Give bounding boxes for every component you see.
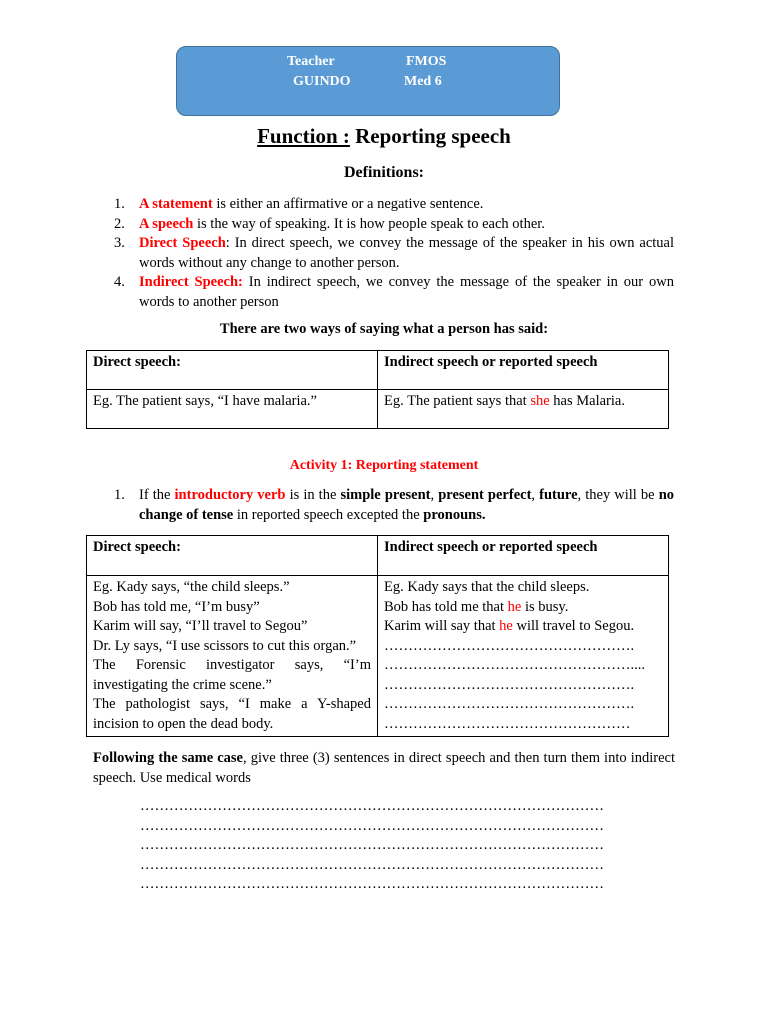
introductory-verb: introductory verb xyxy=(174,487,286,503)
blank-answer-line[interactable]: …………………………………………….... xyxy=(384,657,645,673)
definition-item: 2. A speech is the way of speaking. It is how people speak to each other. xyxy=(114,215,545,232)
direct-sentence: Bob has told me, “I’m busy” xyxy=(93,598,260,615)
answer-line[interactable]: …………………………………………………………………………………… xyxy=(140,798,604,814)
blank-answer-line[interactable]: …………………………………………… xyxy=(384,715,631,732)
task-bold: Following the same case xyxy=(93,750,243,766)
table-cell-indirect xyxy=(378,576,669,737)
rule-list xyxy=(114,486,674,525)
table-header-indirect: Indirect speech or reported speech xyxy=(378,351,669,390)
direct-sentence: The pathologist says, “I make a Y-shaped incision to open the dead body. xyxy=(93,696,371,732)
answer-line[interactable]: …………………………………………………………………………………… xyxy=(140,876,604,892)
answer-line[interactable]: …………………………………………………………………………………… xyxy=(140,856,604,873)
pronoun-highlight: she xyxy=(530,393,550,409)
page-title xyxy=(0,124,768,149)
definition-text: In indirect speech, we convey the message of the speaker in our own words to another person xyxy=(139,274,674,310)
table-header-direct: Direct speech: xyxy=(87,351,378,390)
definition-text: is the way of speaking. It is how people speak to each other. xyxy=(193,215,545,232)
definition-item: 3. Direct Speech: In direct speech, we convey the message of the speaker in his own actual words without any change to another person. xyxy=(114,235,674,271)
definition-term: A statement xyxy=(139,196,213,212)
school-name: FMOS xyxy=(406,54,447,69)
pronoun-highlight: he xyxy=(499,618,513,634)
definition-term: Indirect Speech: xyxy=(139,274,243,290)
direct-sentence: The Forensic investigator says, “I’m investigating the crime scene.” xyxy=(93,657,371,693)
blank-answer-line[interactable]: ……………………………………………. xyxy=(384,676,635,693)
rule-item: 1. If the introductory verb is in the simple present, present perfect, future, they will be no change of tense in reported speech excepted the pronouns. xyxy=(114,487,675,523)
title-prefix: Function : xyxy=(257,124,350,148)
table-cell-direct xyxy=(87,576,378,737)
indirect-sentence: Karim will say that he will travel to Segou. xyxy=(384,618,635,634)
teacher-label: Teacher xyxy=(287,54,335,69)
table-cell-indirect: Eg. The patient says that she has Malaria. xyxy=(378,390,669,429)
indirect-sentence: Eg. Kady says that the child sleeps. xyxy=(384,579,590,595)
header-box xyxy=(176,46,560,116)
task-text: , give three (3) sentences in direct speech and then turn them into indirect speech. Use medical words xyxy=(93,750,675,786)
activity-table xyxy=(86,535,669,737)
title-rest: Reporting speech xyxy=(349,124,511,148)
direct-sentence: Dr. Ly says, “I use scissors to cut this organ.” xyxy=(93,637,357,654)
definitions-list xyxy=(114,195,674,312)
answer-lines xyxy=(140,797,680,895)
definition-text: is either an affirmative or a negative sentence. xyxy=(212,196,484,212)
definitions-heading: Definitions: xyxy=(344,164,424,181)
teacher-name: GUINDO xyxy=(293,74,351,89)
activity-heading: Activity 1: Reporting statement xyxy=(289,458,479,473)
definition-item: 1. A statement is either an affirmative or a negative sentence. xyxy=(114,196,484,212)
definition-item: 4. Indirect Speech: In indirect speech, we convey the message of the speaker in our own words to another person xyxy=(114,274,674,310)
table-header-direct: Direct speech: xyxy=(87,536,378,576)
direct-sentence: Eg. Kady says, “the child sleeps.” xyxy=(93,579,290,595)
blank-answer-line[interactable]: ……………………………………………. xyxy=(384,696,635,712)
pronoun-highlight: he xyxy=(507,598,522,615)
task-paragraph xyxy=(93,749,675,788)
direct-sentence: Karim will say, “I’ll travel to Segou” xyxy=(93,618,308,634)
indirect-sentence: Bob has told me that he is busy. xyxy=(384,598,569,615)
definition-text: : In direct speech, we convey the message of the speaker in his own actual words without any change to another person. xyxy=(139,235,674,271)
blank-answer-line[interactable]: ……………………………………………. xyxy=(384,637,635,654)
definition-term: A speech xyxy=(139,215,194,232)
two-ways-heading: There are two ways of saying what a person has said: xyxy=(219,321,549,337)
class-name: Med 6 xyxy=(404,74,442,89)
table-cell-direct: Eg. The patient says, “I have malaria.” xyxy=(87,390,378,429)
definition-term: Direct Speech xyxy=(139,235,226,251)
table-header-indirect: Indirect speech or reported speech xyxy=(378,536,669,576)
answer-line[interactable]: …………………………………………………………………………………… xyxy=(140,817,604,834)
example-table xyxy=(86,350,669,429)
answer-line[interactable]: …………………………………………………………………………………… xyxy=(140,837,604,853)
